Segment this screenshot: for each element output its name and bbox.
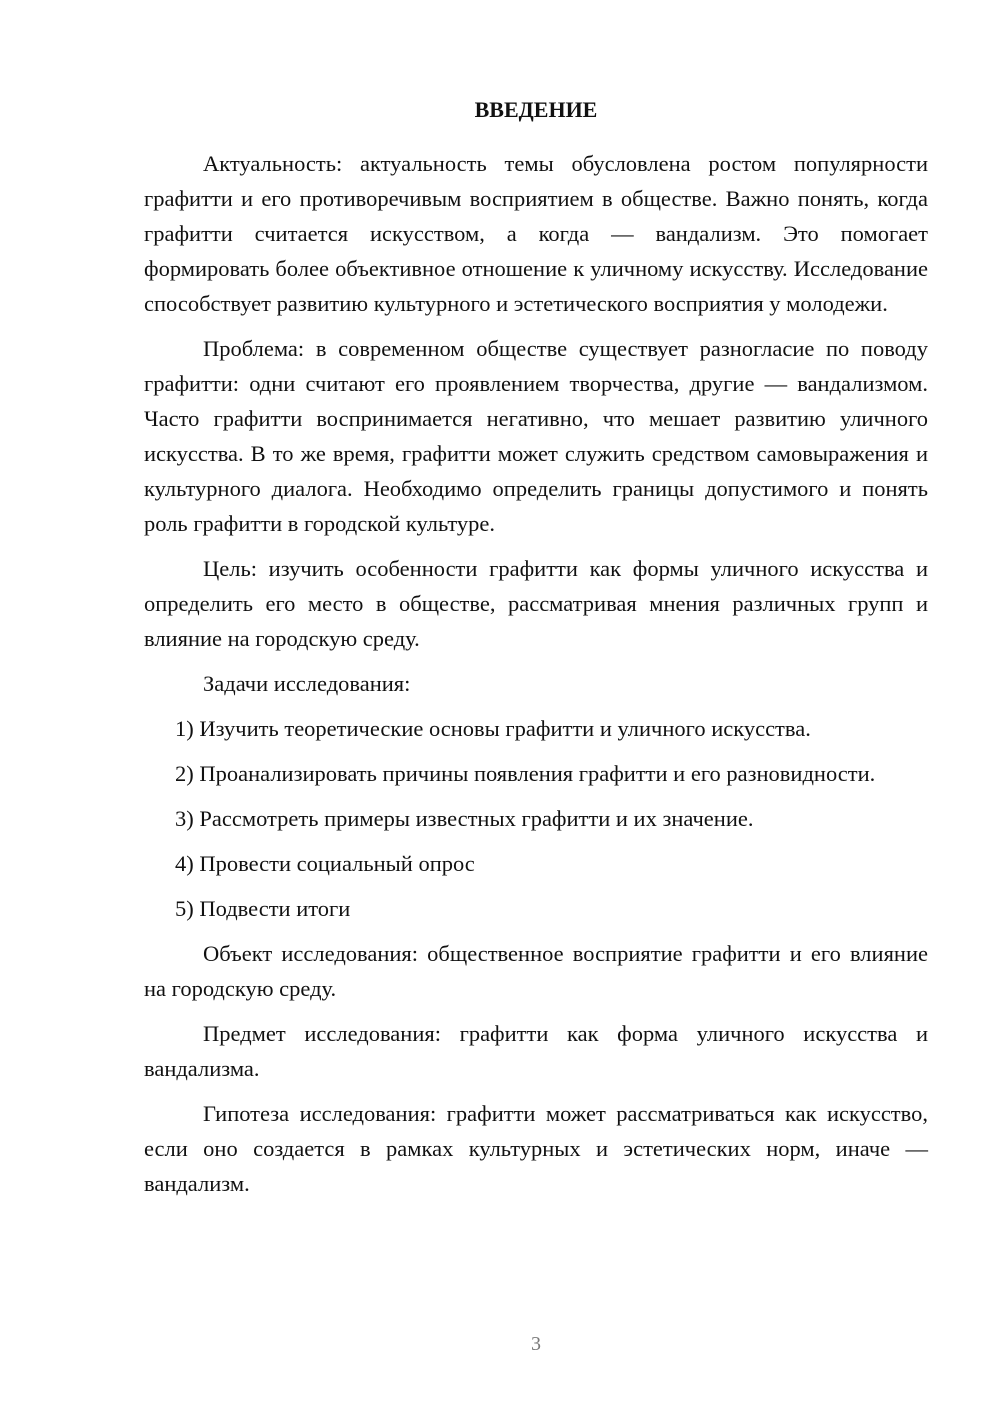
task-item-2: 2) Проанализировать причины появления графитти и его разновидности. [175, 761, 876, 786]
document-page [144, 96, 928, 1211]
paragraph-relevance: Актуальность: актуальность темы обусловлена ростом популярности графитти и его противоречивым восприятием в обществе. Важно понять, когда графитти считается искусством, а когда — вандализм. Это помогает формировать более объективное отношение к уличному искусству. Исследование способствует развитию культурного и эстетического восприятия у молодежи. [144, 151, 928, 316]
paragraph-goal: Цель: изучить особенности графитти как формы уличного искусства и определить его место в обществе, рассматривая мнения различных групп и влияние на городскую среду. [144, 556, 928, 651]
tasks-heading: Задачи исследования: [203, 671, 411, 696]
paragraph-problem: Проблема: в современном обществе существует разногласие по поводу графитти: одни считают его проявлением творчества, другие — вандализмом. Часто графитти воспринимается негативно, что мешает развитию уличного искусства. В то же время, графитти может служить средством самовыражения и культурного диалога. Необходимо определить границы допустимого и понять роль графитти в городской культуре. [144, 336, 928, 536]
task-item-4: 4) Провести социальный опрос [175, 851, 475, 876]
paragraph-object: Объект исследования: общественное восприятие графитти и его влияние на городскую среду. [144, 941, 928, 1001]
task-item-3: 3) Рассмотреть примеры известных графитти и их значение. [175, 806, 754, 831]
task-item-1: 1) Изучить теоретические основы графитти и уличного искусства. [175, 716, 811, 741]
page-number: 3 [531, 1333, 541, 1355]
section-title: ВВЕДЕНИЕ [474, 97, 598, 122]
paragraph-hypothesis: Гипотеза исследования: графитти может рассматриваться как искусство, если оно создается в рамках культурных и эстетических норм, иначе — вандализм. [144, 1101, 928, 1196]
task-item-5: 5) Подвести итоги [175, 896, 351, 921]
paragraph-subject: Предмет исследования: графитти как форма уличного искусства и вандализма. [144, 1021, 928, 1081]
